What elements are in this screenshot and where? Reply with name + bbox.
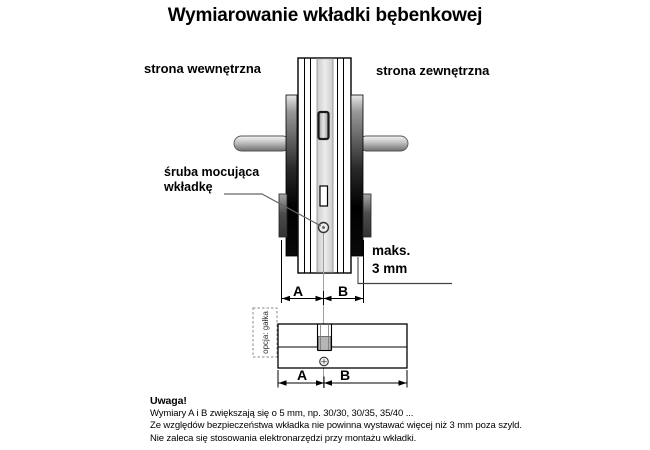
dimension-a-label-profile: A — [296, 367, 308, 383]
max-protrusion-label — [372, 242, 410, 278]
knob-option-label: opcja: gałka — [261, 311, 270, 354]
door-cross-section — [298, 58, 351, 273]
mounting-screw-label-line2: wkładkę — [164, 180, 213, 194]
dimension-b-label-profile: B — [339, 367, 351, 383]
max-protrusion-label-line2: 3 mm — [372, 261, 408, 276]
note-line: Ze względów bezpieczeństwa wkładka nie powinna wystawać więcej niż 3 mm poza szyld. — [150, 420, 522, 432]
notes-heading: Uwaga! — [150, 395, 187, 407]
mounting-screw-label-line1: śruba mocująca — [164, 165, 260, 179]
notes-block — [150, 395, 620, 445]
note-line: Nie zaleca się stosowania elektronarzędzi przy montażu wkładki. — [150, 432, 417, 444]
dimension-a-label-main: A — [292, 283, 304, 299]
cylinder-profile — [278, 324, 407, 368]
mounting-screw — [319, 223, 329, 233]
mounting-screw-label — [164, 165, 259, 195]
page-title: Wymiarowanie wkładki bębenkowej — [167, 5, 483, 26]
max-protrusion-label-line1: maks. — [372, 243, 411, 258]
note-line: Wymiary A i B zwiększają się o 5 mm, np. 30/30, 30/35, 35/40 ... — [150, 408, 414, 419]
inner-side-label: strona wewnętrzna — [144, 61, 262, 76]
dimension-b-label-main: B — [337, 283, 349, 299]
outer-side-label: strona zewnętrzna — [376, 63, 490, 78]
profile-screw — [320, 357, 329, 366]
